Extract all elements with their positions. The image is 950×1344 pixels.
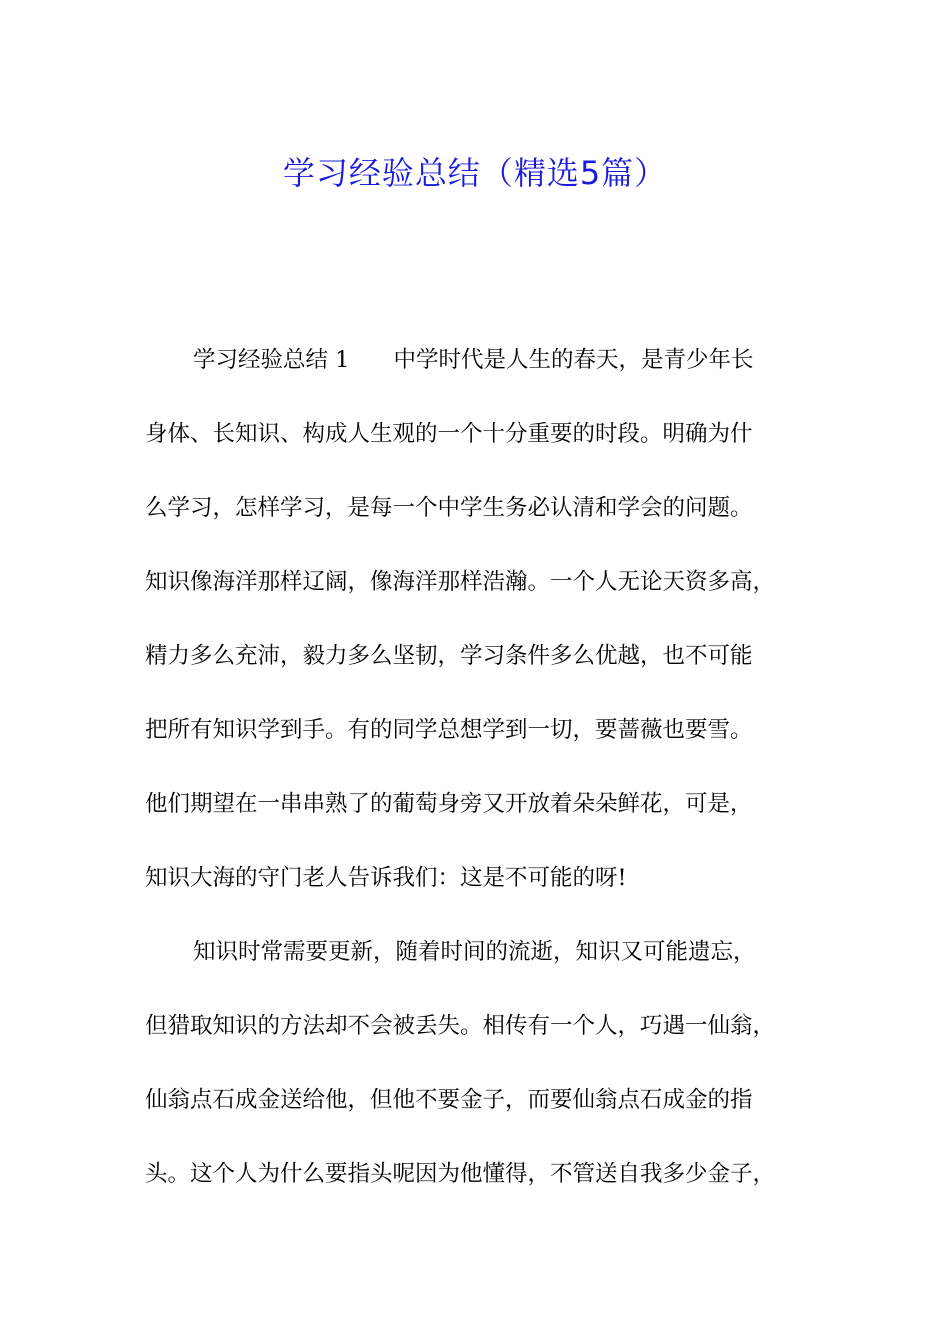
document-title: 学习经验总结（精选5篇） [282, 154, 668, 193]
paragraph-line: 知识时常需要更新，随着时间的流逝，知识又可能遗忘， [193, 939, 756, 965]
paragraph-line: 知识大海的守门老人告诉我们：这是不可能的呀! [145, 865, 627, 891]
section-heading: 学习经验总结 1 [193, 347, 350, 373]
paragraph-line: 但猎取知识的方法却不会被丢失。相传有一个人，巧遇一仙翁， [145, 1013, 776, 1039]
paragraph-line: 么学习，怎样学习，是每一个中学生务必认清和学会的问题。 [145, 495, 753, 521]
paragraph-line: 精力多么充沛，毅力多么坚韧，学习条件多么优越，也不可能 [145, 643, 753, 669]
document-body [145, 330, 825, 1218]
paragraph-line: 仙翁点石成金送给他，但他不要金子，而要仙翁点石成金的指 [145, 1087, 753, 1113]
paragraph-line: 把所有知识学到手。有的同学总想学到一切，要蔷薇也要雪。 [145, 717, 753, 743]
paragraph-line: 头。这个人为什么要指头呢因为他懂得，不管送自我多少金子， [145, 1161, 776, 1187]
line-text: 中学时代是人生的春天，是青少年长 [393, 347, 754, 373]
paragraph-line: 他们期望在一串串熟了的葡萄身旁又开放着朵朵鲜花，可是， [145, 791, 753, 817]
paragraph-line [145, 330, 825, 404]
paragraph-line: 知识像海洋那样辽阔，像海洋那样浩瀚。一个人无论天资多高， [145, 569, 776, 595]
paragraph-line: 身体、长知识、构成人生观的一个十分重要的时段。明确为什 [145, 421, 753, 447]
